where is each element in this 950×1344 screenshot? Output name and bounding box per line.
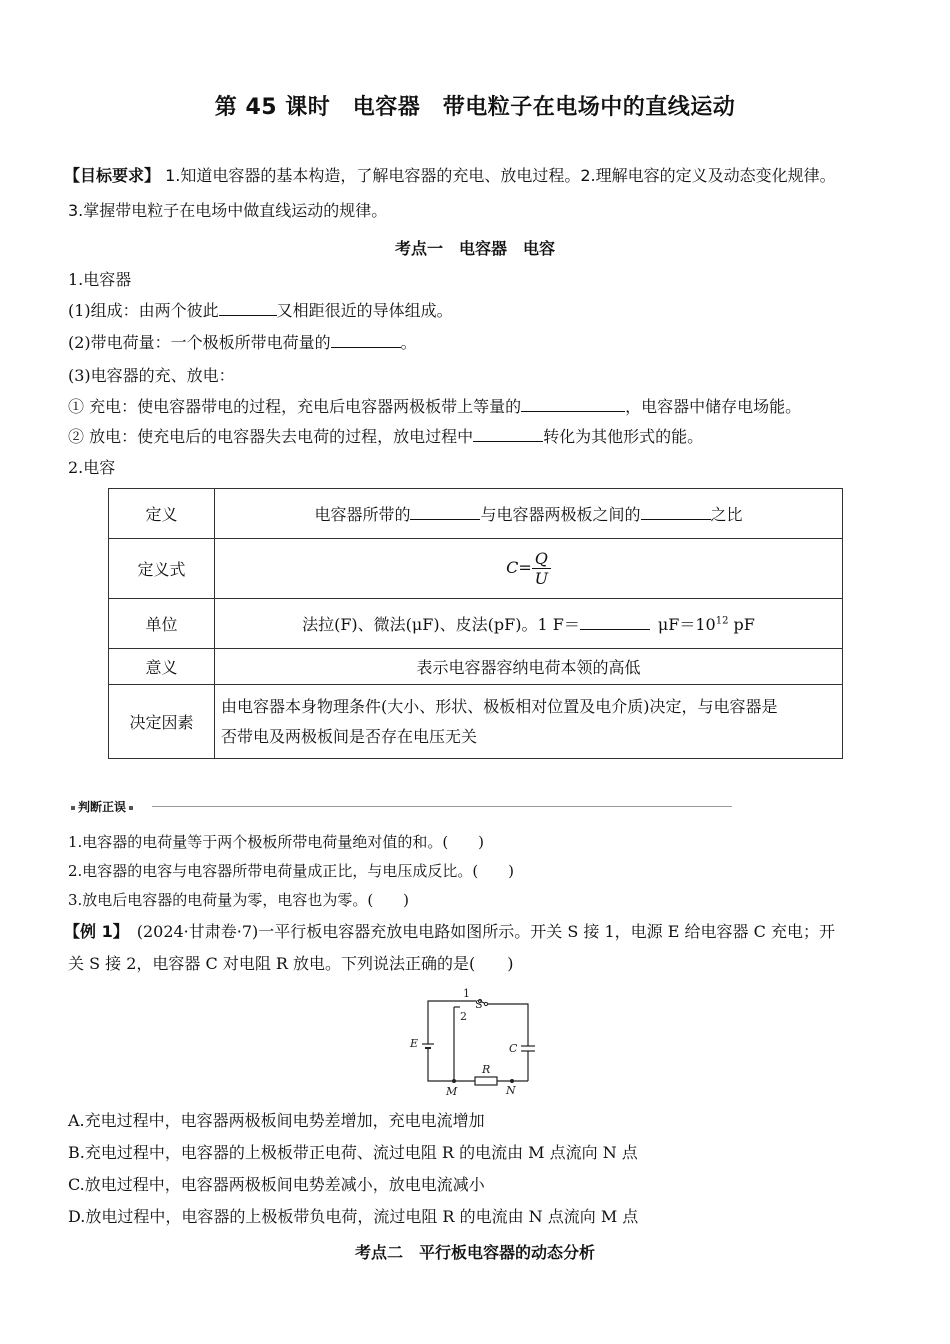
- text-segment: 否带电及两极板间是否存在电压无关: [221, 726, 478, 746]
- goal-text-2: 3.掌握带电粒子在电场中做直线运动的规律。: [68, 201, 388, 220]
- label-capacitor: C: [509, 1042, 518, 1055]
- capacitance-table: [108, 488, 843, 759]
- label-contact-1: 1: [463, 987, 470, 1000]
- label-node-n: N: [506, 1084, 516, 1097]
- table-row: [109, 489, 843, 539]
- table-key: 定义: [109, 489, 215, 539]
- bullet-square-icon: [71, 806, 75, 810]
- fill-blank[interactable]: [580, 615, 650, 630]
- table-row: [109, 685, 843, 759]
- section-heading-1: 考点一 电容器 电容: [394, 239, 555, 258]
- table-value: [215, 539, 843, 599]
- table-value: [215, 685, 843, 759]
- label-switch: S: [475, 998, 483, 1011]
- circuit-diagram: [400, 986, 550, 1098]
- section-heading-2: 考点二 平行板电容器的动态分析: [354, 1243, 595, 1262]
- table-key: 定义式: [109, 539, 215, 599]
- text-segment: ，电容器中储存电场能。: [625, 397, 802, 416]
- option-c: C.放电过程中，电容器两极板间电势差减小，放电电流减小: [68, 1175, 485, 1194]
- text-segment: 与电容器两极板之间的: [480, 505, 641, 524]
- fill-blank[interactable]: [410, 505, 480, 520]
- judge-item: 3.放电后电容器的电荷量为零，电容也为零。( ): [68, 891, 410, 909]
- resistor: [475, 1077, 497, 1085]
- s1-heading-capacitance: 2.电容: [68, 458, 116, 477]
- exponent: 12: [715, 615, 729, 627]
- table-value: [215, 599, 843, 649]
- table-row: [109, 599, 843, 649]
- table-row: [109, 649, 843, 685]
- wire-top-right: [486, 1004, 528, 1038]
- judge-item: 2.电容器的电容与电容器所带电荷量成正比，与电压成反比。( ): [68, 862, 515, 880]
- fraction-denominator: U: [534, 569, 549, 588]
- page-title: 第 45 课时 电容器 带电粒子在电场中的直线运动: [214, 95, 736, 120]
- label-battery: E: [410, 1037, 419, 1050]
- goal-label: 【目标要求】: [64, 166, 161, 185]
- goal-text-1: 1.知道电容器的基本构造，了解电容器的充电、放电过程。2.理解电容的定义及动态变化规律。: [160, 166, 836, 185]
- fill-blank[interactable]: [331, 333, 401, 348]
- bullet-square-icon: [129, 806, 133, 810]
- text-segment: 转化为其他形式的能。: [543, 427, 704, 446]
- table-value: 表示电容器容纳电荷本领的高低: [215, 649, 843, 685]
- text-segment: ② 放电：使充电后的电容器失去电荷的过程，放电过程中: [68, 427, 474, 446]
- table-key: 决定因素: [109, 685, 215, 759]
- fill-blank[interactable]: [219, 301, 277, 316]
- example-line-1: [64, 921, 835, 943]
- table-row: [109, 539, 843, 599]
- s1-heading-capacitor: 1.电容器: [68, 270, 132, 289]
- text-segment: (2)带电荷量：一个极板所带电荷量的: [68, 333, 331, 352]
- node-n: [510, 1079, 514, 1083]
- text-segment: 之比: [710, 505, 743, 524]
- wire-top-left: [428, 1001, 476, 1038]
- label-contact-2: 2: [460, 1010, 467, 1023]
- s1-item-charging: [68, 396, 801, 418]
- text-segment: 。: [400, 333, 417, 352]
- judge-section-header: [68, 798, 732, 816]
- text-segment: μF＝10: [657, 615, 716, 634]
- table-key: 单位: [109, 599, 215, 649]
- text-segment: 又相距很近的导体组成。: [276, 301, 453, 320]
- text-segment: pF: [728, 615, 755, 634]
- s1-item-composition: [68, 300, 453, 322]
- text-segment: (1)组成：由两个彼此: [68, 301, 219, 320]
- text-segment: 电容器所带的: [314, 505, 411, 524]
- divider: [152, 806, 732, 807]
- option-b: B.充电过程中，电容器的上极板带正电荷、流过电阻 R 的电流由 M 点流向 N 点: [68, 1143, 638, 1162]
- goal-line-1: [64, 165, 836, 187]
- node-m: [452, 1079, 456, 1083]
- s1-item-charge: [68, 332, 417, 354]
- fill-blank[interactable]: [473, 427, 543, 442]
- fill-blank[interactable]: [641, 505, 711, 520]
- label-resistor: R: [482, 1063, 491, 1076]
- s1-item-charge-discharge: (3)电容器的充、放电：: [68, 366, 235, 385]
- text-segment: 由电容器本身物理条件(大小、形状、极板相对位置及电介质)决定，与电容器是: [221, 696, 778, 716]
- switch-pivot: [484, 1002, 487, 1005]
- judge-item: 1.电容器的电荷量等于两个极板所带电荷量绝对值的和。( ): [68, 833, 485, 851]
- label-node-m: M: [446, 1085, 458, 1098]
- table-value: [215, 489, 843, 539]
- example-line-2: 关 S 接 2，电容器 C 对电阻 R 放电。下列说法正确的是( ): [68, 954, 514, 973]
- example-label: 【例 1】: [64, 922, 121, 941]
- formula-fraction: [532, 549, 551, 588]
- text-segment: 法拉(F)、微法(μF)、皮法(pF)。1 F＝: [302, 615, 580, 634]
- judge-label: 判断正误: [78, 800, 127, 814]
- example-text: (2024·甘肃卷·7)一平行板电容器充放电电路如图所示。开关 S 接 1，电源 E 给电容器 C 充电；开: [120, 922, 835, 941]
- option-d: D.放电过程中，电容器的上极板带负电荷，流过电阻 R 的电流由 N 点流向 M 点: [68, 1207, 639, 1226]
- option-a: A.充电过程中，电容器两极板间电势差增加，充电电流增加: [68, 1111, 485, 1130]
- text-segment: ① 充电：使电容器带电的过程，充电后电容器两极板带上等量的: [68, 397, 522, 416]
- s1-item-discharging: [68, 426, 703, 448]
- table-key: 意义: [109, 649, 215, 685]
- fraction-numerator: Q: [532, 549, 551, 569]
- fill-blank[interactable]: [521, 397, 625, 412]
- formula-lhs: C=: [506, 558, 532, 577]
